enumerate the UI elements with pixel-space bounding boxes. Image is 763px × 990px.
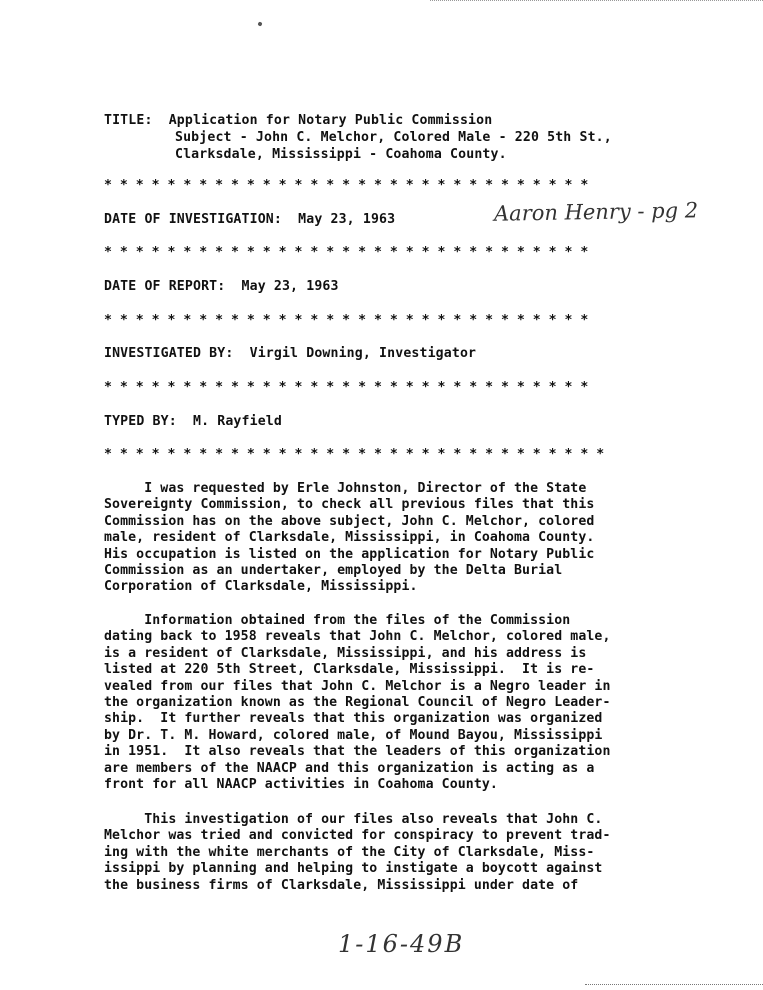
paragraph-line: ing with the white merchants of the City of Clarksdale, Miss-	[104, 844, 595, 860]
paragraph-line: issippi by planning and helping to instigate a boycott against	[104, 861, 603, 877]
paragraph-line: Sovereignty Commission, to check all previous files that this	[104, 497, 595, 513]
subject-line-1: Subject - John C. Melchor, Colored Male - 220 5th St.,	[175, 130, 612, 145]
bottom-scan-border	[585, 984, 763, 987]
separator-2: * * * * * * * * * * * * * * * * * * * * * * * * * * * * * * *	[104, 245, 589, 260]
paragraph-line: I was requested by Erle Johnston, Director of the State	[104, 481, 587, 496]
separator-1: * * * * * * * * * * * * * * * * * * * * * * * * * * * * * * *	[104, 178, 589, 193]
paragraph-line: listed at 220 5th Street, Clarksdale, Mississippi. It is re-	[104, 662, 595, 678]
paragraph-line: in 1951. It also reveals that the leaders of this organization	[104, 744, 611, 760]
paragraph-line: ship. It further reveals that this organization was organized	[104, 711, 603, 727]
scan-speck	[257, 21, 262, 26]
handwritten-doc-number: 1-16-49B	[338, 930, 465, 958]
paragraph-line: Commission has on the above subject, John C. Melchor, colored	[104, 513, 595, 529]
separator-3: * * * * * * * * * * * * * * * * * * * * * * * * * * * * * * *	[104, 313, 589, 328]
paragraph-line: His occupation is listed on the application for Notary Public	[104, 546, 595, 562]
paragraph-3	[104, 812, 684, 894]
paragraph-2	[104, 613, 684, 793]
paragraph-line: Commission as an undertaker, employed by the Delta Burial	[104, 563, 563, 579]
paragraph-line: front for all NAACP activities in Coahoma County.	[104, 777, 498, 793]
subject-line-2: Clarksdale, Mississippi - Coahoma County.	[175, 147, 507, 162]
typed-by: TYPED BY: M. Rayfield	[104, 414, 282, 429]
top-scan-border	[430, 0, 763, 3]
paragraph-line: are members of the NAACP and this organization is acting as a	[104, 760, 595, 776]
paragraph-line: dating back to 1958 reveals that John C. Melchor, colored male,	[104, 629, 611, 645]
separator-5: * * * * * * * * * * * * * * * * * * * * * * * * * * * * * * * *	[104, 447, 605, 462]
paragraph-line: male, resident of Clarksdale, Mississippi, in Coahoma County.	[104, 530, 595, 546]
paragraph-line: vealed from our files that John C. Melchor is a Negro leader in	[104, 678, 611, 694]
paragraph-line: the organization known as the Regional Council of Negro Leader-	[104, 695, 611, 711]
paragraph-1	[104, 481, 684, 596]
title-line: TITLE: Application for Notary Public Commission	[104, 113, 493, 128]
separator-4: * * * * * * * * * * * * * * * * * * * * * * * * * * * * * * *	[104, 380, 589, 395]
handwritten-annotation: Aaron Henry - pg 2	[493, 198, 699, 226]
paragraph-line: is a resident of Clarksdale, Mississippi, and his address is	[104, 645, 587, 661]
paragraph-line: by Dr. T. M. Howard, colored male, of Mound Bayou, Mississippi	[104, 727, 603, 743]
paragraph-line: Melchor was tried and convicted for conspiracy to prevent trad-	[104, 828, 611, 844]
paragraph-line: This investigation of our files also reveals that John C.	[104, 812, 603, 827]
paragraph-line: Information obtained from the files of the Commission	[104, 613, 571, 628]
date-of-report: DATE OF REPORT: May 23, 1963	[104, 279, 339, 294]
paragraph-line: Corporation of Clarksdale, Mississippi.	[104, 579, 418, 595]
paragraph-line: the business firms of Clarksdale, Mississippi under date of	[104, 877, 579, 893]
date-of-investigation: DATE OF INVESTIGATION: May 23, 1963	[104, 212, 396, 227]
investigated-by: INVESTIGATED BY: Virgil Downing, Investigator	[104, 346, 477, 361]
